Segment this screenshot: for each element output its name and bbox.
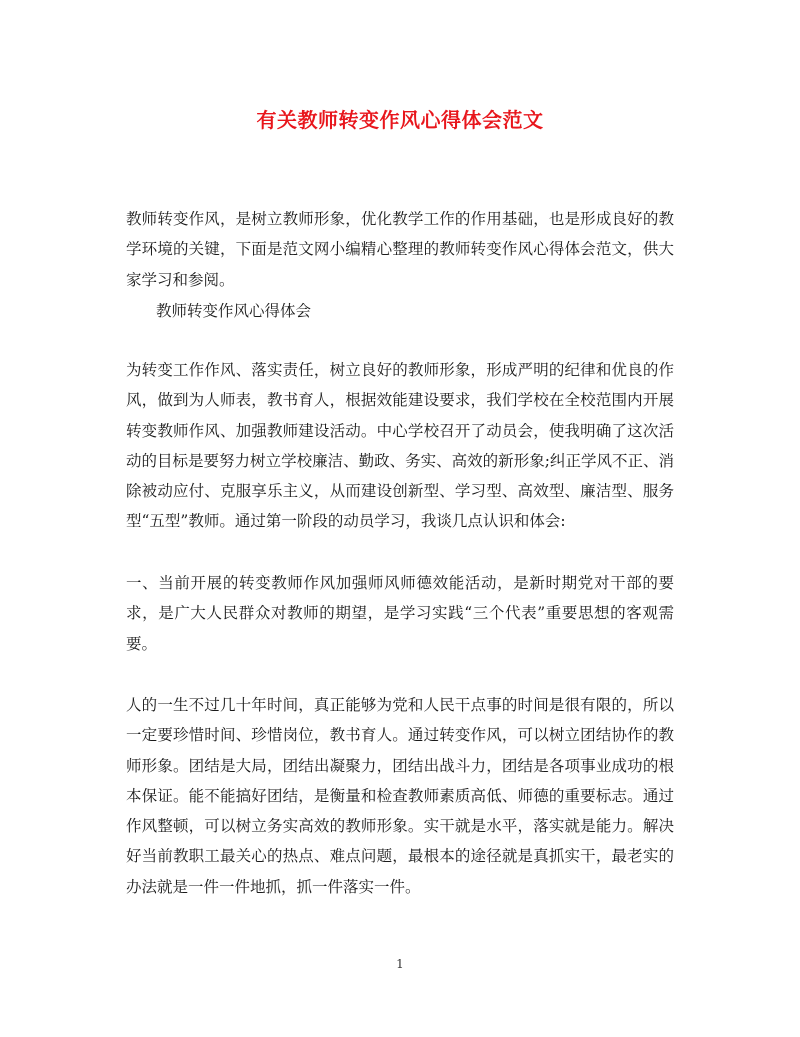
document-title: 有关教师转变作风心得体会范文 [256,108,544,132]
intro-paragraph: 教师转变作风，是树立教师形象，优化教学工作的作用基础，也是形成良好的教学环境的关键，下面是范文网小编精心整理的教师转变作风心得体会范文，供大家学习和参阅。 [126,210,674,289]
subheading: 教师转变作风心得体会 [156,302,312,320]
body-paragraph-1: 为转变工作作风、落实责任，树立良好的教师形象，形成严明的纪律和优良的作风，做到为人师表，教书育人，根据效能建设要求，我们学校在全校范围内开展转变教师作风、加强教师建设活动。中心学校召开了动员会，使我明确了这次活动的目标是要努力树立学校廉洁、勤政、务实、高效的新形象;纠正学风不正、消除被动应付、克服享乐主义，从而建设创新型、学习型、高效型、廉洁型、服务型“五型”教师。通过第一阶段的动员学习，我谈几点认识和体会: [126,361,674,531]
body-paragraph-3: 人的一生不过几十年时间，真正能够为党和人民干点事的时间是很有限的，所以一定要珍惜时间、珍惜岗位，教书育人。通过转变作风，可以树立团结协作的教师形象。团结是大局，团结出凝聚力，团结出战斗力，团结是各项事业成功的根本保证。能不能搞好团结，是衡量和检查教师素质高低、师德的重要标志。通过作风整顿，可以树立务实高效的教师形象。实干就是水平，落实就是能力。解决好当前教职工最关心的热点、难点问题，最根本的途径就是真抓实干，最老实的办法就是一件一件地抓，抓一件落实一件。 [126,696,674,896]
body-paragraph-2: 一、当前开展的转变教师作风加强师风师德效能活动，是新时期党对干部的要求，是广大人民群众对教师的期望，是学习实践“三个代表”重要思想的客观需要。 [126,574,674,653]
page-number: 1 [396,957,404,971]
